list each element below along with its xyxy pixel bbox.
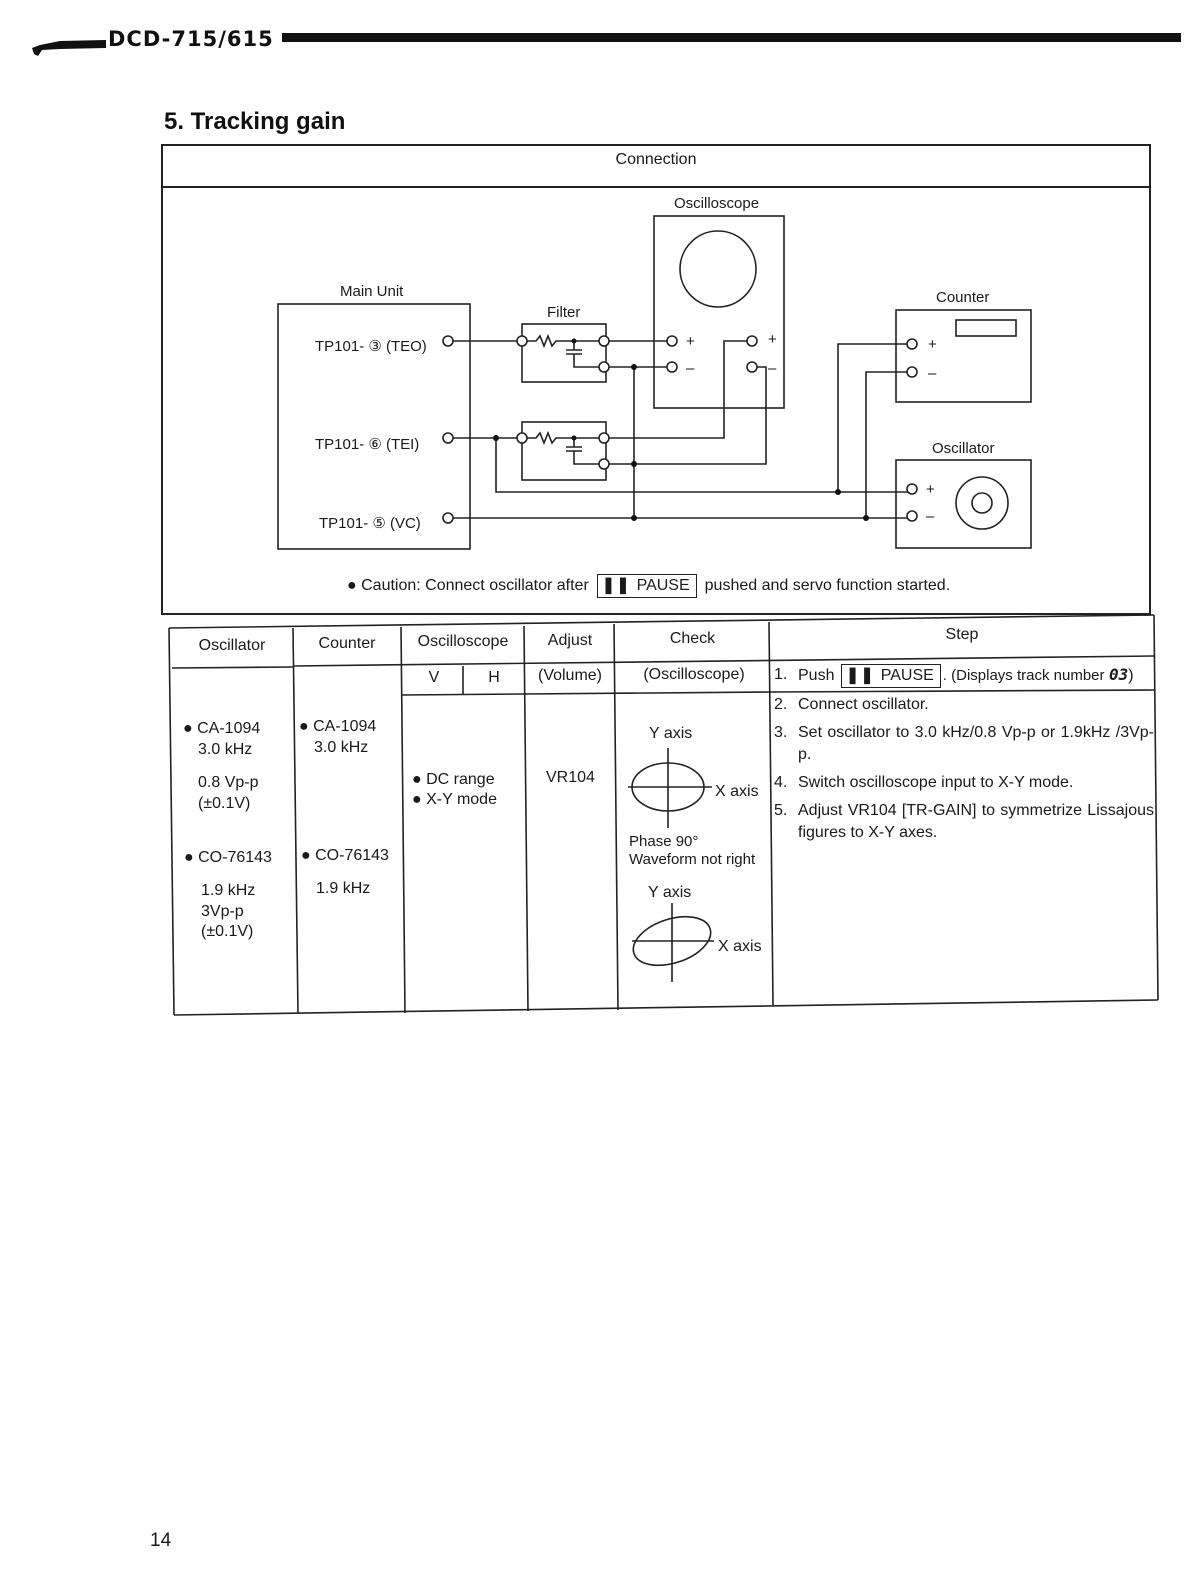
header-v: V xyxy=(428,669,440,686)
caution-note: ● Caution: Connect oscillator after ❚❚ PAUSE pushed and servo function started. xyxy=(347,574,950,598)
svg-text:+: + xyxy=(928,336,937,353)
svg-text:–: – xyxy=(768,360,777,377)
oscillator-a-model: ● CA-1094 xyxy=(183,720,261,737)
counter-label: Counter xyxy=(936,289,990,306)
header-oscillator: Oscillator xyxy=(198,637,266,654)
check-waveform-note: Waveform not right xyxy=(629,851,756,868)
pause-key-icon: ❚❚ PAUSE xyxy=(841,664,941,688)
header-h: H xyxy=(488,669,500,686)
header-adjust: Adjust xyxy=(547,632,593,649)
header-oscilloscope: Oscilloscope xyxy=(417,633,509,650)
counter-b-freq: 1.9 kHz xyxy=(316,880,371,897)
counter-b-model: ● CO-76143 xyxy=(301,847,389,864)
step-item: 3. Set oscillator to 3.0 kHz/0.8 Vp-p or 1.9kHz /3Vp-p. xyxy=(774,724,1154,763)
oscillator-a-freq: 3.0 kHz xyxy=(198,741,253,758)
lissajous-skewed-icon xyxy=(627,903,717,982)
model-header: DCD-715/615 xyxy=(108,27,274,51)
tp-teo-label: TP101- ③ (TEO) xyxy=(315,338,427,355)
oscillator-b-tolerance: (±0.1V) xyxy=(201,923,254,940)
svg-text:+: + xyxy=(768,331,777,348)
oscillator-label: Oscillator xyxy=(932,440,995,457)
lissajous-symmetric-icon xyxy=(628,748,712,828)
oscillator-a-tolerance: (±0.1V) xyxy=(198,795,251,812)
tp-tei-label: TP101- ⑥ (TEI) xyxy=(315,436,420,453)
adjust-volume: VR104 xyxy=(546,769,595,786)
check-x-axis-1: X axis xyxy=(715,783,759,800)
oscilloscope-mode: ● X-Y mode xyxy=(412,791,497,808)
header-check: Check xyxy=(669,630,716,647)
svg-text:+: + xyxy=(686,333,695,350)
header-adjust-sub: (Volume) xyxy=(537,667,603,684)
step-list xyxy=(774,664,1154,850)
check-y-axis-1: Y axis xyxy=(649,725,693,742)
oscilloscope-label: Oscilloscope xyxy=(674,195,760,212)
check-x-axis-2: X axis xyxy=(718,938,762,955)
oscillator-b-model: ● CO-76143 xyxy=(184,849,272,866)
svg-text:–: – xyxy=(686,360,695,377)
bullet-icon: ● xyxy=(347,577,362,594)
tp-vc-label: TP101- ⑤ (VC) xyxy=(319,515,421,532)
step-item: 2. Connect oscillator. xyxy=(774,696,929,713)
step-item: 5. Adjust VR104 [TR-GAIN] to symmetrize Lissajous figures to X-Y axes. xyxy=(774,802,1154,841)
header-counter: Counter xyxy=(318,635,376,652)
section-title: 5. Tracking gain xyxy=(164,108,346,135)
page-number: 14 xyxy=(150,1530,172,1551)
pause-key-icon: ❚❚ PAUSE xyxy=(597,574,697,598)
svg-text:–: – xyxy=(926,508,935,525)
main-unit-label: Main Unit xyxy=(340,283,404,300)
svg-text:+: + xyxy=(926,481,935,498)
header-check-sub: (Oscilloscope) xyxy=(643,666,745,683)
svg-text:–: – xyxy=(928,365,937,382)
oscilloscope-range: ● DC range xyxy=(412,771,495,788)
filter-label: Filter xyxy=(547,304,581,321)
counter-a-model: ● CA-1094 xyxy=(299,718,377,735)
step-item: 1. Push ❚❚ PAUSE . (Displays track number 03) xyxy=(774,664,1154,688)
oscillator-a-level: 0.8 Vp-p xyxy=(198,774,259,791)
header-step: Step xyxy=(945,626,979,643)
oscillator-b-freq: 1.9 kHz xyxy=(201,882,256,899)
track-number-display: 03 xyxy=(1108,665,1129,684)
check-phase-note: Phase 90° xyxy=(629,833,699,850)
counter-a-freq: 3.0 kHz xyxy=(314,739,369,756)
check-y-axis-2: Y axis xyxy=(648,884,692,901)
step-item: 4. Switch oscilloscope input to X-Y mode. xyxy=(774,774,1074,791)
connection-heading: Connection xyxy=(163,146,1149,188)
oscillator-b-level: 3Vp-p xyxy=(201,903,244,920)
